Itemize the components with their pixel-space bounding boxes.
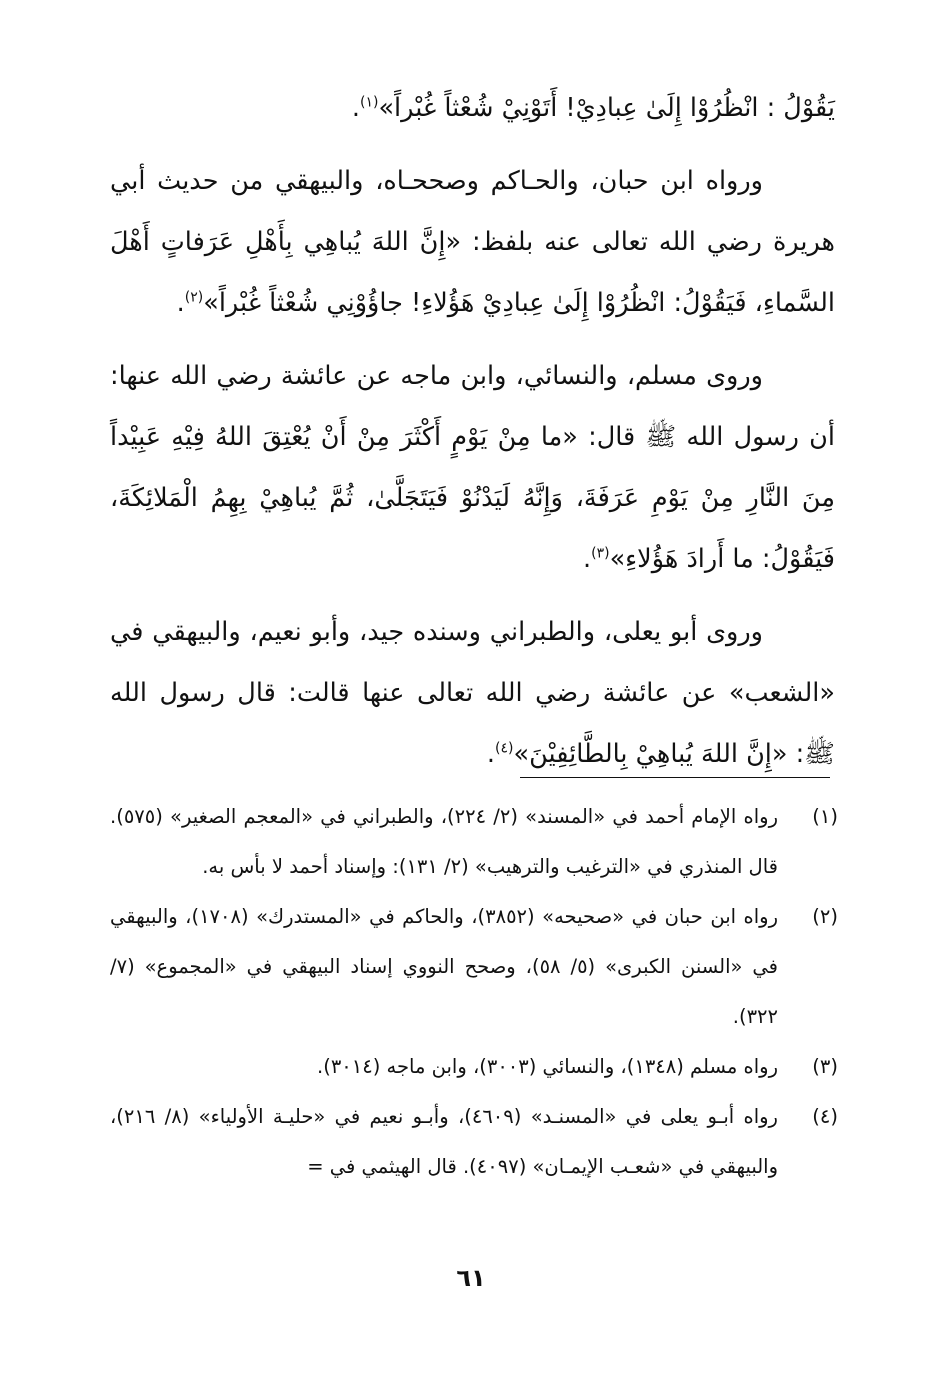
page-number: ٦١ — [456, 1264, 486, 1292]
footnotes — [110, 792, 838, 1192]
footnote-2-text: رواه ابن حبان في «صحيحه» (٣٨٥٢)، والحاكم في «المستدرك» (١٧٠٨)، والبيهقي في «السنن الكبرى» (٥/ ٥٨)، وصحح النووي إسناد البيهقي في «المجموع» (٧/ ٣٢٢). — [110, 905, 779, 1028]
footnote-ref-3: (٣) — [591, 545, 610, 562]
paragraph-4-text: وروى أبو يعلى، والطبراني وسنده جيد، وأبو نعيم، والبيهقي في «الشعب» عن عائشة رضي الله تعالى عنها قالت: قال رسول الله ﷺ: «إِنَّ اللهَ يُباهِيْ بِالطَّائِفِيْنَ» — [110, 617, 835, 769]
paragraph-2-tail: . — [176, 288, 185, 318]
footnote-separator — [520, 777, 830, 778]
footnote-2 — [110, 892, 838, 1042]
paragraph-1 — [110, 78, 835, 139]
footnote-4-text: رواه أبـو يعلى في «المسنـد» (٤٦٠٩)، وأبـو نعيم في «حليـة الأولياء» (٨/ ٢١٦)، والبيهقي في «شعـب الإيمـان» (٤٠٩٧). قال الهيثمي في = — [110, 1105, 778, 1178]
paragraph-2-text: ورواه ابن حبان، والحـاكم وصححـاه، والبيهقي من حديث أبي هريرة رضي الله تعالى عنه بلفظ: «إِنَّ اللهَ يُباهِي بِأَهْلِ عَرَفاتٍ أَهْلَ السَّماءِ، فَيَقُوْلُ: انْظُرُوْا إِلَىٰ عِبادِيْ هَؤُلاءِ! جاؤُوْنِي شُعْثاً غُبْراً» — [110, 166, 835, 318]
footnote-1 — [110, 792, 838, 892]
footnote-1-text: رواه الإمام أحمد في «المسند» (٢/ ٢٢٤)، والطبراني في «المعجم الصغير» (٥٧٥). قال المنذري في «الترغيب والترهيب» (٢/ ١٣١): وإسناد أحمد لا بأس به. — [110, 805, 778, 878]
paragraph-1-text: يَقُوْلُ : انْظُرُوْا إِلَىٰ عِبادِيْ! أَتَوْنِيْ شُعْثاً غُبْراً» — [378, 93, 835, 123]
footnote-3-number: (٣) — [812, 1055, 838, 1078]
paragraph-1-tail: . — [351, 93, 360, 123]
footnote-3 — [110, 1042, 838, 1092]
main-text — [110, 78, 835, 797]
paragraph-3-text: وروى مسلم، والنسائي، وابن ماجه عن عائشة رضي الله عنها: أن رسول الله ﷺ قال: «ما مِنْ يَوْمٍ أَكْثَرَ مِنْ أَنْ يُعْتِقَ اللهُ فِيْهِ عَبِيْداً مِنَ النَّارِ مِنْ يَوْمِ عَرَفَةَ، وَإِنَّهُ لَيَدْنُوْ فَيَتَجَلَّىٰ، ثُمَّ يُباهِيْ بِهِمُ الْمَلائِكَةَ، فَيَقُوْلُ: ما أَرادَ هَؤُلاءِ» — [110, 361, 835, 574]
paragraph-4-tail: . — [486, 739, 496, 769]
footnote-ref-2: (٢) — [184, 289, 204, 306]
footnote-2-number: (٢) — [812, 905, 838, 928]
paragraph-3 — [110, 346, 835, 590]
footnote-1-number: (١) — [812, 805, 838, 828]
footnote-4 — [110, 1092, 838, 1192]
paragraph-4 — [110, 602, 835, 785]
footnote-ref-1: (١) — [359, 94, 379, 111]
footnote-ref-4: (٤) — [495, 740, 514, 757]
footnote-4-number: (٤) — [812, 1105, 838, 1128]
footnote-3-text: رواه مسلم (١٣٤٨)، والنسائي (٣٠٠٣)، وابن ماجه (٣٠١٤). — [317, 1055, 778, 1078]
paragraph-3-tail: . — [583, 544, 592, 574]
paragraph-2 — [110, 151, 835, 334]
